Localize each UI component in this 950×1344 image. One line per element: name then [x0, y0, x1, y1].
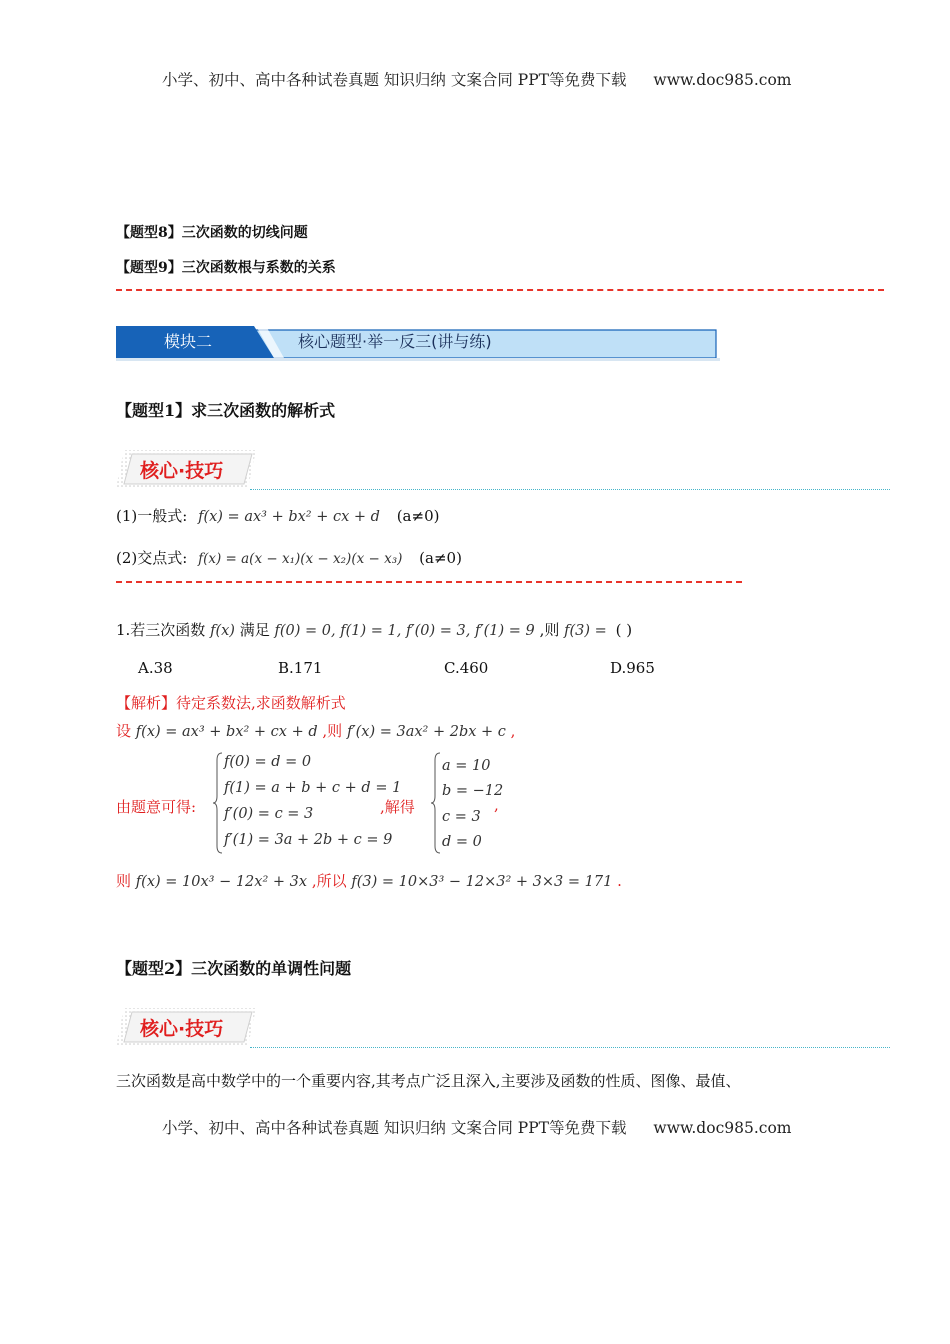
q1-then: ,则 [539, 621, 560, 639]
type2-paragraph: 三次函数是高中数学中的一个重要内容,其考点广泛且深入,主要涉及函数的性质、图像、最值、 [116, 1072, 741, 1090]
solve-prefix: ,解得 [380, 798, 415, 816]
final-f: f(x) = 10x³ − 12x² + 3x [135, 874, 308, 890]
system-line-3: f′(0) = c = 3 [224, 806, 314, 822]
choice-a[interactable]: A.38 [138, 659, 173, 677]
line1-formula: f(x) = ax³ + bx² + cx + d [198, 509, 380, 525]
page-header [162, 68, 791, 90]
solve-line-4: d = 0 [442, 834, 482, 850]
setup-fp: f′(x) = 3ax² + 2bx + c [346, 724, 506, 740]
system-line-4: f′(1) = 3a + 2b + c = 9 [224, 832, 393, 848]
type2-badge: 核心·技巧 [140, 1018, 224, 1040]
type2-title: 【题型2】三次函数的单调性问题 [116, 959, 352, 978]
question1-stem [116, 619, 632, 640]
type2-badge-underline [250, 1047, 890, 1048]
solution-heading [116, 692, 346, 713]
line2-label: (2)交点式: [116, 549, 188, 567]
module-banner-left: 模块二 [164, 332, 213, 351]
line1-label: (1)一般式: [116, 507, 188, 525]
toc-item-9: 【题型9】三次函数根与系数的关系 [116, 260, 336, 276]
type1-badge: 核心·技巧 [140, 460, 224, 482]
module-banner-right: 核心题型·举一反三(讲与练) [298, 332, 492, 351]
line1-cond: (a≠0) [396, 507, 440, 525]
solution-final [116, 870, 622, 891]
toc-item-8: 【题型8】三次函数的切线问题 [116, 225, 308, 241]
choice-b[interactable]: B.171 [278, 659, 323, 677]
q1-paren: ( ) [615, 621, 633, 639]
section-divider [116, 289, 884, 291]
footer-site[interactable]: www.doc985.com [653, 1119, 792, 1137]
system-brace [212, 752, 224, 854]
solve-line-3: c = 3 [442, 809, 481, 825]
solve-line-1: a = 10 [442, 758, 491, 774]
header-site[interactable]: www.doc985.com [653, 71, 792, 89]
final-mid: ,所以 [311, 872, 347, 890]
line2-formula: f(x) = a(x − x₁)(x − x₂)(x − x₃) [198, 551, 403, 567]
solution-tag: 【解析】 [116, 694, 177, 712]
type1-line2 [116, 547, 462, 568]
q1-fx: f(x) [210, 623, 235, 639]
final-prefix: 则 [116, 872, 132, 890]
q1-mid: 满足 [239, 621, 270, 639]
system-prefix: 由题意可得: [116, 798, 197, 816]
q1-ask: f(3) = [564, 623, 607, 639]
final-calc: f(3) = 10×3³ − 12×3² + 3×3 = 171 [351, 874, 613, 890]
setup-prefix: 设 [116, 722, 132, 740]
type1-title: 【题型1】求三次函数的解析式 [116, 401, 336, 420]
page-footer [162, 1116, 791, 1138]
setup-f: f(x) = ax³ + bx² + cx + d [135, 724, 318, 740]
setup-then: ,则 [322, 722, 343, 740]
type1-line1 [116, 505, 439, 526]
solve-brace [430, 752, 442, 854]
choice-d[interactable]: D.965 [610, 659, 655, 677]
solution-tag-text: 待定系数法,求函数解析式 [176, 694, 346, 712]
header-text: 小学、初中、高中各种试卷真题 知识归纳 文案合同 PPT等免费下载 [162, 71, 627, 89]
q1-cond: f(0) = 0, f(1) = 1, f′(0) = 3, f′(1) = 9 [274, 623, 535, 639]
solve-end: , [494, 796, 499, 814]
final-end: . [617, 872, 622, 890]
badge-underline [250, 489, 890, 490]
type1-divider [116, 581, 742, 583]
q1-prefix: 1.若三次函数 [116, 621, 206, 639]
footer-text: 小学、初中、高中各种试卷真题 知识归纳 文案合同 PPT等免费下载 [162, 1119, 627, 1137]
system-line-1: f(0) = d = 0 [224, 754, 312, 770]
solution-setup [116, 720, 515, 741]
system-line-2: f(1) = a + b + c + d = 1 [224, 780, 402, 796]
choice-c[interactable]: C.460 [444, 659, 489, 677]
setup-end: , [510, 722, 516, 740]
solve-line-2: b = −12 [442, 783, 504, 799]
line2-cond: (a≠0) [419, 549, 462, 567]
